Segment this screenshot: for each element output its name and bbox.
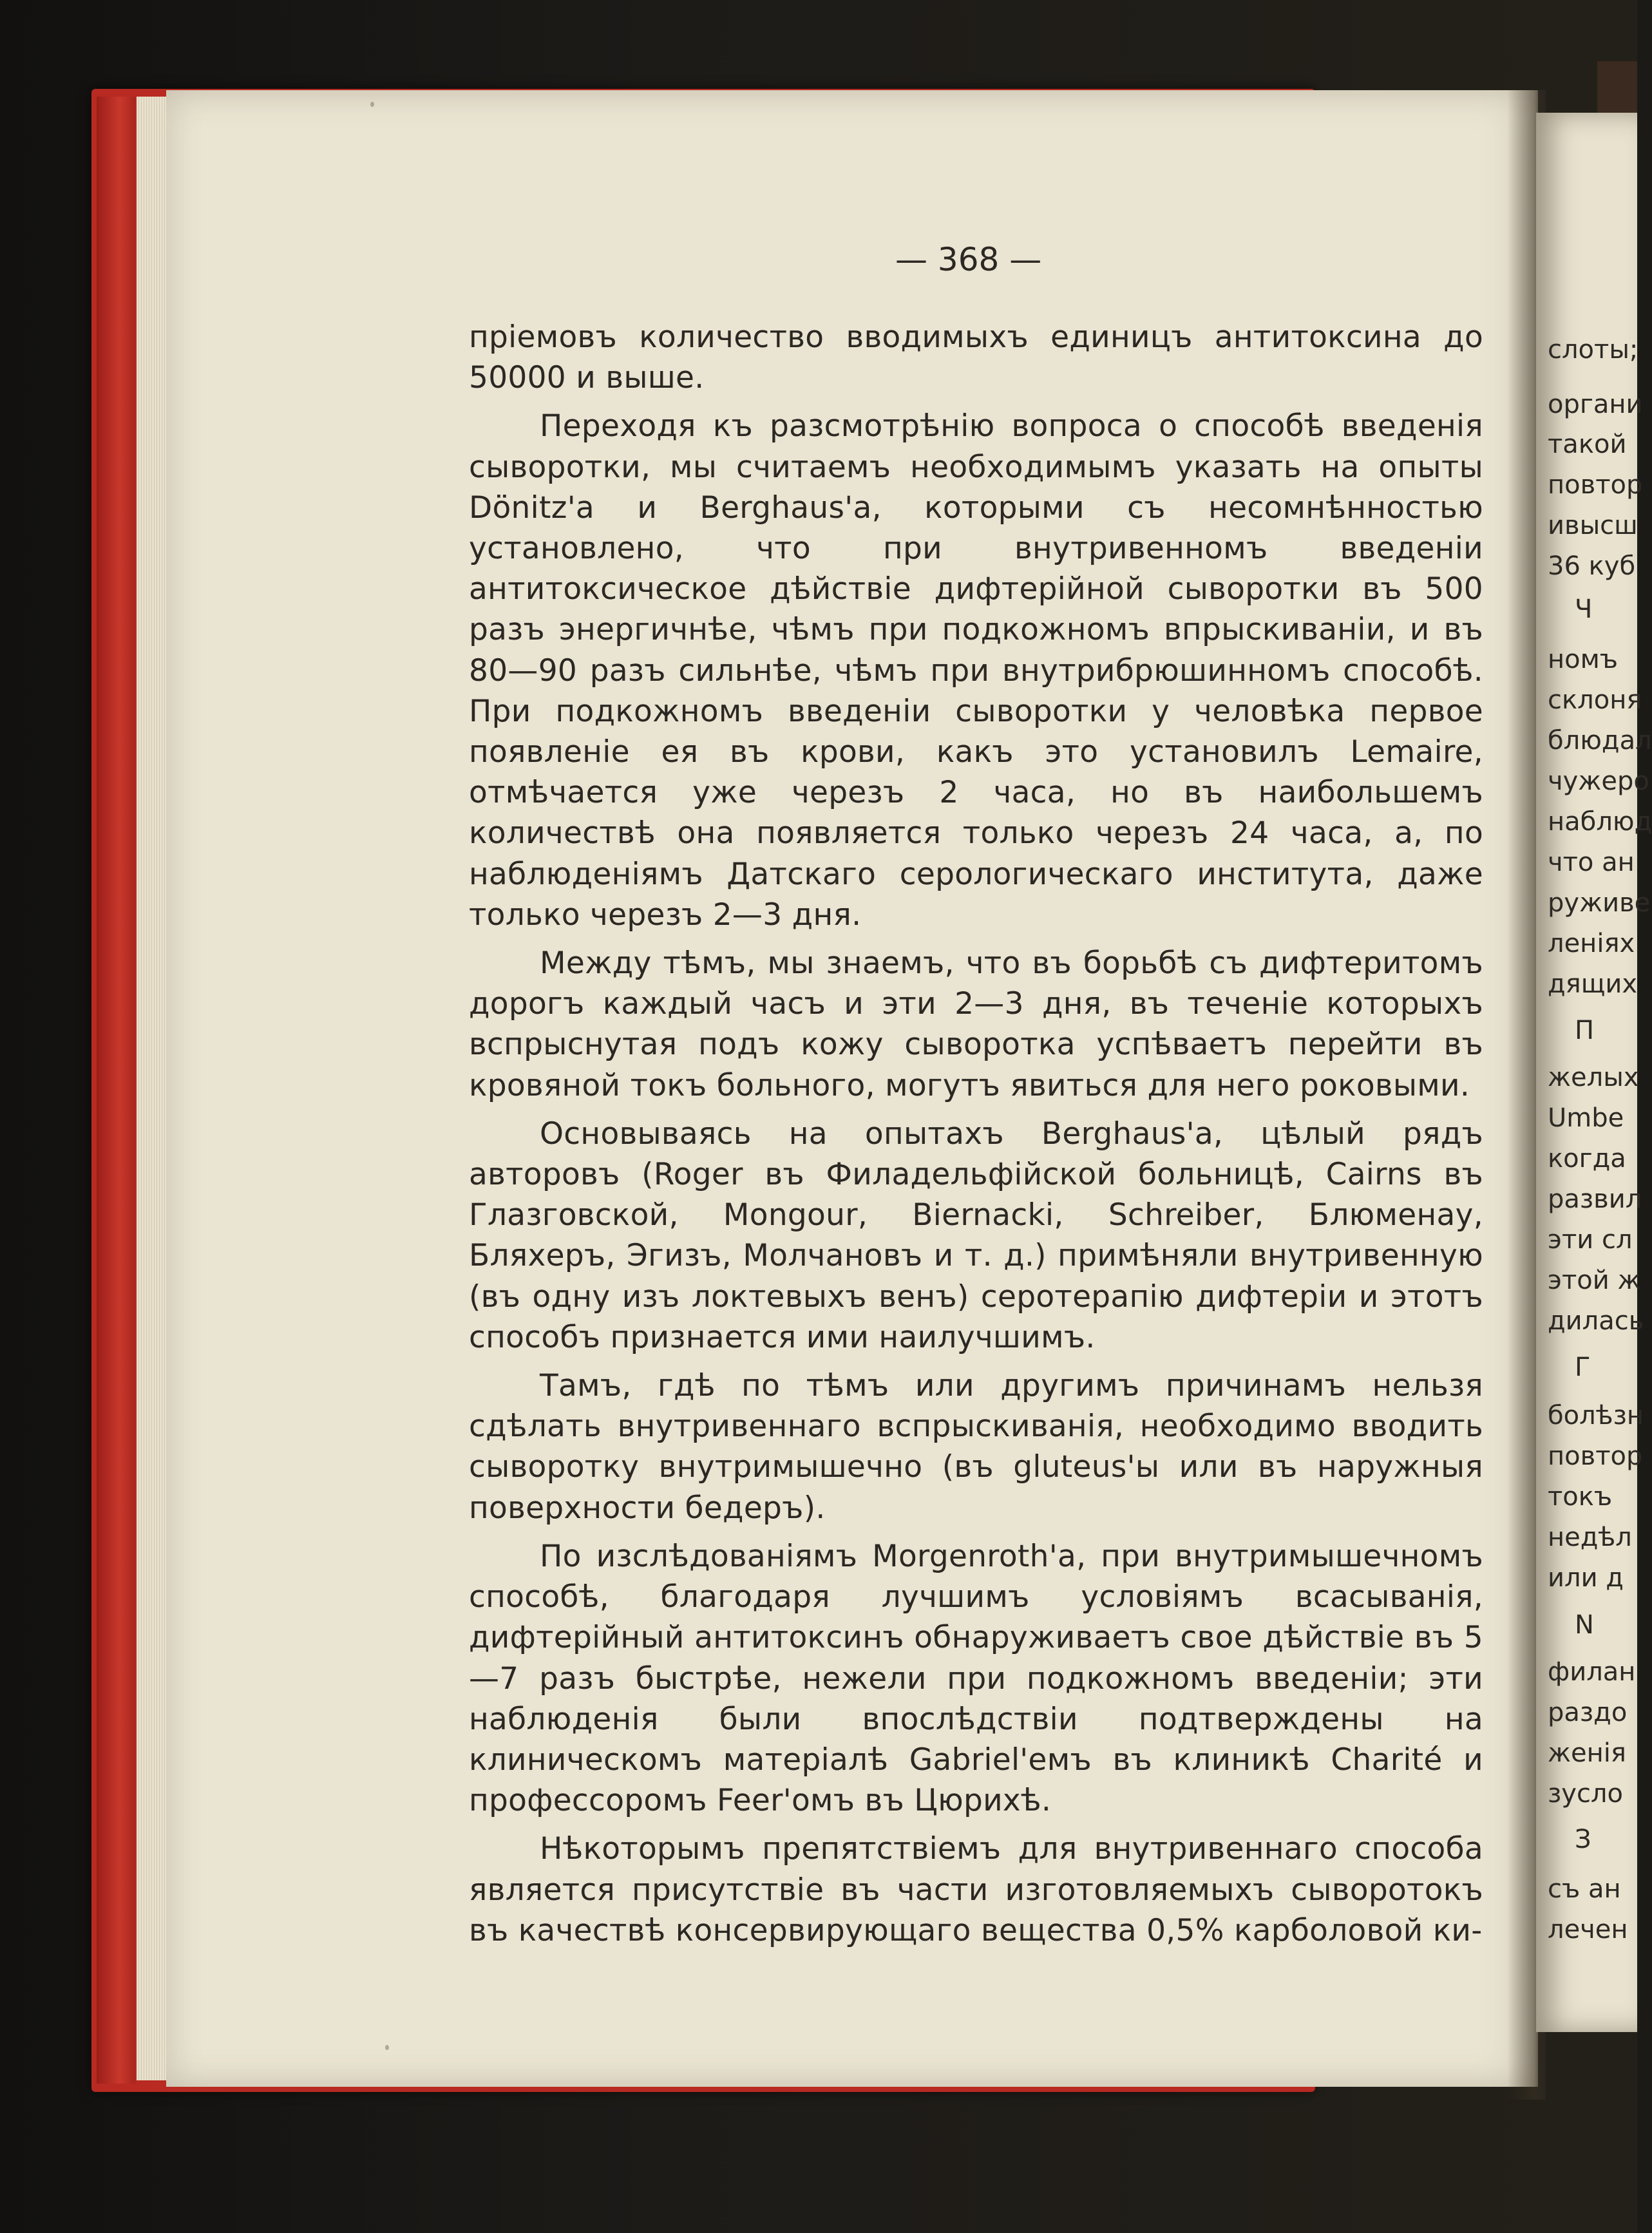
fragment-line: лечен (1548, 1915, 1628, 1944)
fragment-line: ивысш (1548, 511, 1638, 540)
next-page-top-shadow (1597, 61, 1637, 119)
fragment-line: раздо (1548, 1698, 1628, 1727)
fragment-line: болѣзн (1548, 1401, 1644, 1430)
fragment-line: женія (1548, 1738, 1626, 1768)
fragment-line: блюдал (1548, 726, 1652, 755)
fragment-line: зусло (1548, 1779, 1623, 1809)
fragment-line: недѣл (1548, 1523, 1632, 1552)
fragment-line: что ан (1548, 848, 1635, 877)
fragment-line: когда (1548, 1144, 1626, 1174)
paragraph: Тамъ, гдѣ по тѣмъ или другимъ причинамъ нельзя сдѣлать внутривеннаго вспрыскиванія, необходимо вводить сыворотку внутримышечно (въ gluteus'ы или въ наружныя поверхности бедеръ). (469, 1368, 1483, 1526)
fragment-line: повтор (1548, 1441, 1643, 1471)
fragment-line: леніях (1548, 929, 1635, 958)
fragment-line: З (1575, 1825, 1591, 1854)
paragraph: Переходя къ разсмотрѣнію вопроса о способѣ введенія сыворотки, мы считаемъ необходимымъ указать на опыты Dönitz'a и Berghaus'a, которыми съ несомнѣнностью установлено, что при внутривенномъ введеніи антитоксическое дѣйствіе дифтерійной сыворотки въ 500 разъ энергичнѣе, чѣмъ при подкожномъ впрыскиваніи, и въ 80—90 разъ сильнѣе, чѣмъ при внутрибрюшинномъ способѣ. При подкожномъ введеніи сыворотки у человѣка первое появленіе ея въ крови, какъ это установилъ Lemaire, отмѣчается уже черезъ 2 часа, но въ наибольшемъ количествѣ она появляется только черезъ 24 часа, а, по наблюденіямъ Датскаго серологическаго института, даже только черезъ 2—3 дня. (469, 408, 1483, 933)
fragment-line: N (1575, 1610, 1594, 1640)
fragment-line: повтор (1548, 470, 1643, 500)
paragraph: Между тѣмъ, мы знаемъ, что въ борьбѣ съ дифтеритомъ дорогъ каждый часъ и эти 2—3 дня, въ теченіе которыхъ вспрыснутая подъ кожу сыворотка успѣваетъ перейти въ кровяной токъ больного, могутъ явиться для него роковыми. (469, 945, 1483, 1103)
fragment-line: Umbe (1548, 1103, 1624, 1133)
paragraph: Основываясь на опытахъ Berghaus'a, цѣлый рядъ авторовъ (Roger въ Филадельфійской больницѣ, Cairns въ Глазговской, Mongour, Biernacki, Schreiber, Блюменау, Бляхеръ, Эгизъ, Молчановъ и т. д.) примѣняли внутривенную (въ одну изъ локтевыхъ венъ) серотерапію дифтеріи и этотъ способъ признается ими наилучшимъ. (469, 1116, 1483, 1355)
fragment-line: чужеро (1548, 766, 1649, 796)
page-stack-edge (137, 97, 167, 2080)
fragment-line: наблюд (1548, 807, 1652, 837)
fragment-line: склоня (1548, 685, 1642, 715)
fragment-line: развил (1548, 1184, 1642, 1214)
fragment-line: номъ (1548, 645, 1619, 674)
paper-speck (370, 102, 374, 107)
next-page-fragment (1536, 113, 1652, 2032)
fragment-line: эти сл (1548, 1225, 1633, 1255)
fragment-line: дящих (1548, 969, 1638, 999)
fragment-line: органи (1548, 390, 1643, 419)
fragment-line: желых (1548, 1063, 1639, 1092)
fragment-line: слоты; (1548, 335, 1638, 365)
fragment-line: филан (1548, 1657, 1636, 1687)
fragment-line: такой (1548, 430, 1627, 459)
paper-speck (385, 2045, 389, 2050)
paragraph: Нѣкоторымъ препятствіемъ для внутривеннаго способа является присутствіе въ части изготовляемыхъ сыворотокъ въ качествѣ консервирующаго вещества 0,5% карболовой ки- (469, 1831, 1483, 1948)
fragment-line: 36 куб (1548, 551, 1636, 581)
page-text (469, 317, 1483, 1951)
fragment-line: или д (1548, 1563, 1624, 1593)
fragment-line: съ ан (1548, 1874, 1621, 1904)
cover-spine-edge (97, 97, 135, 2084)
fragment-line: Г (1575, 1353, 1591, 1382)
fragment-line: руживе (1548, 888, 1651, 918)
fragment-line: дилась (1548, 1306, 1644, 1336)
fragment-line: Ч (1575, 594, 1593, 624)
fragment-line: П (1575, 1016, 1595, 1045)
paragraph: пріемовъ количество вводимыхъ единицъ антитоксина до 50000 и выше. (469, 319, 1483, 396)
page-number: — 368 — (895, 241, 1042, 278)
fragment-line: токъ (1548, 1482, 1613, 1512)
paragraph: По изслѣдованіямъ Morgenroth'a, при внутримышечномъ способѣ, благодаря лучшимъ условіямъ всасыванія, дифтерійный антитоксинъ обнаруживаетъ свое дѣйствіе въ 5—7 разъ быстрѣе, нежели при подкожномъ введеніи; эти наблюденія были впослѣдствіи подтверждены на клиническомъ матеріалѣ Gabriel'емъ въ клиникѣ Charité и профессоромъ Feer'омъ въ Цюрихѣ. (469, 1538, 1483, 1819)
fragment-line: этой ж (1548, 1266, 1641, 1295)
